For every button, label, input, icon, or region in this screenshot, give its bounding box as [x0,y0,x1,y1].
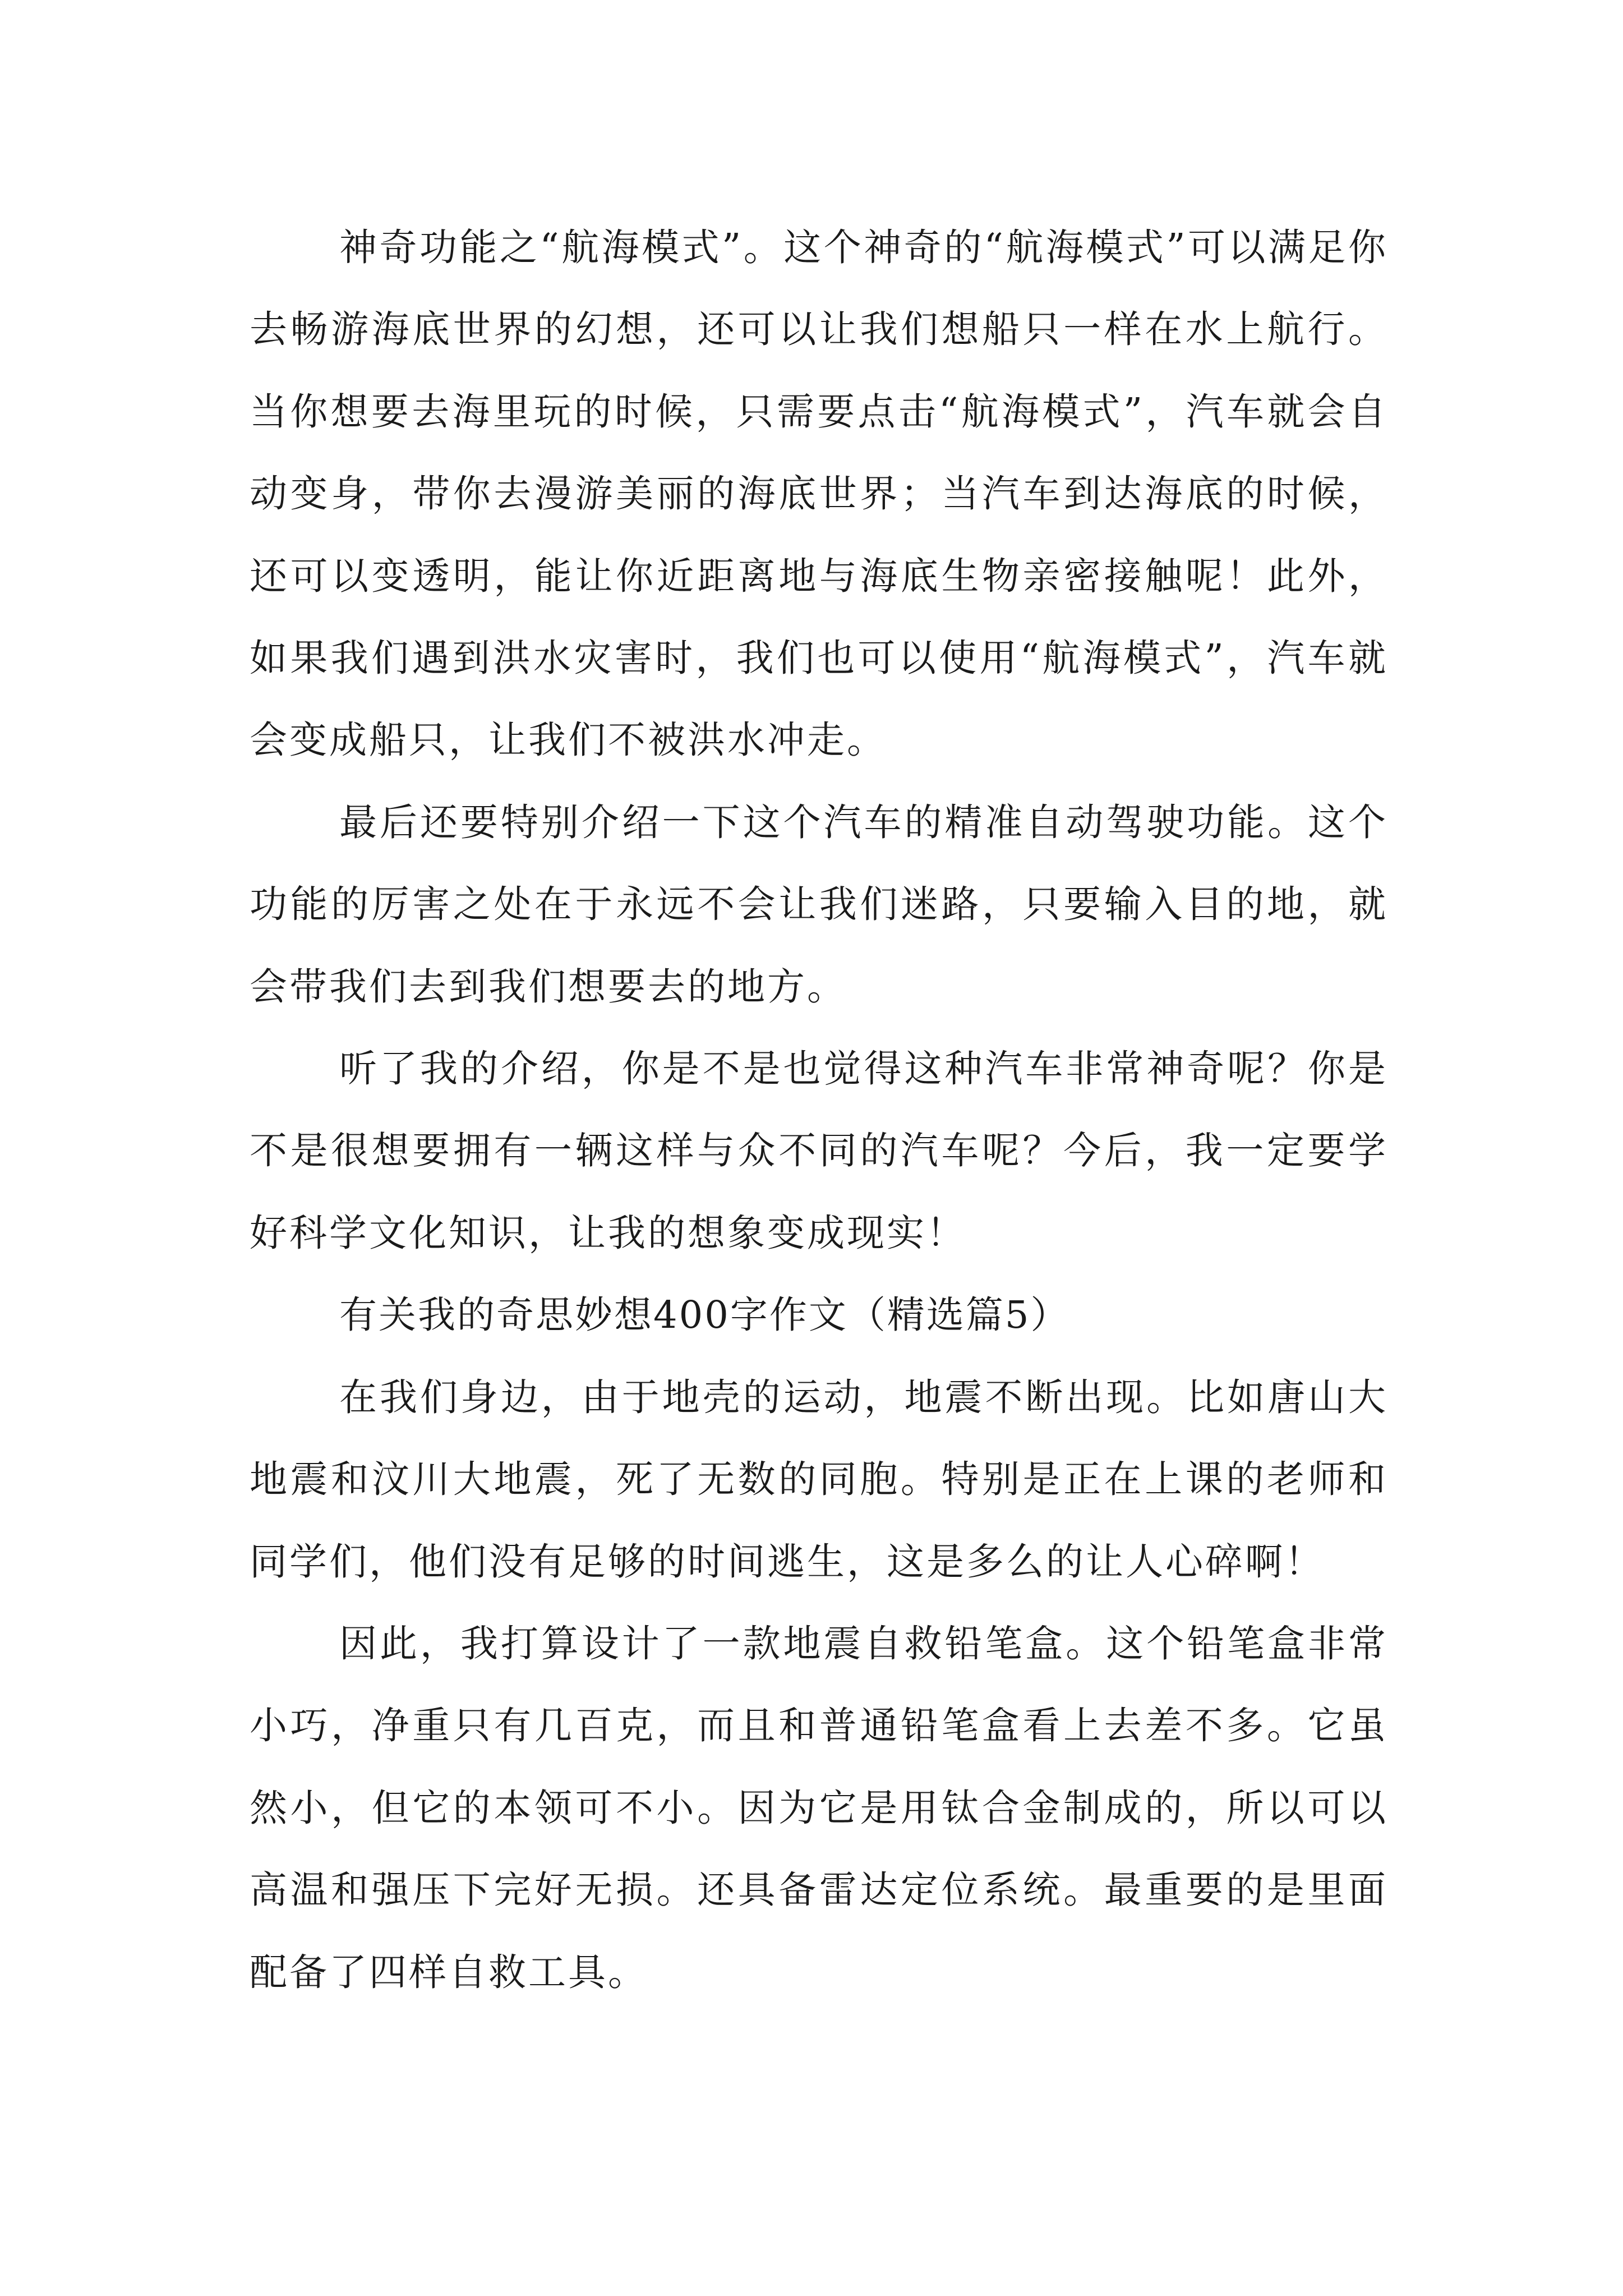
paragraph-pencil-box: 因此，我打算设计了一款地震自救铅笔盒。这个铅笔盒非常小巧，净重只有几百克，而且和普通铅笔盒看上去差不多。它虽然小，但它的本领可不小。因为它是用钛合金制成的，所以可以高温和强压下完好无损。还具备雷达定位系统。最重要的是里面配备了四样自救工具。 [250,1621,1388,1994]
paragraph-conclusion: 听了我的介绍，你是不是也觉得这种汽车非常神奇呢？你是不是很想要拥有一辆这样与众不同的汽车呢？今后，我一定要学好科学文化知识，让我的想象变成现实！ [250,1047,1388,1255]
essay-heading: 有关我的奇思妙想400字作文（精选篇5） [339,1293,1070,1337]
paragraph-autopilot: 最后还要特别介绍一下这个汽车的精准自动驾驶功能。这个功能的厉害之处在于永远不会让我们迷路，只要输入目的地，就会带我们去到我们想要去的地方。 [250,800,1388,1009]
paragraph-earthquake-intro: 在我们身边，由于地壳的运动，地震不断出现。比如唐山大地震和汶川大地震，死了无数的同胞。特别是正在上课的老师和同学们，他们没有足够的时间逃生，这是多么的让人心碎啊！ [250,1375,1388,1584]
paragraph-navigation-mode: 神奇功能之“航海模式”。这个神奇的“航海模式”可以满足你去畅游海底世界的幻想，还可以让我们想船只一样在水上航行。当你想要去海里玩的时候，只需要点击“航海模式”，汽车就会自动变身，带你去漫游美丽的海底世界；当汽车到达海底的时候，还可以变透明，能让你近距离地与海底生物亲密接触呢！此外，如果我们遇到洪水灾害时，我们也可以使用“航海模式”，汽车就会变成船只，让我们不被洪水冲走。 [250,226,1388,762]
document-body [250,206,1388,2013]
